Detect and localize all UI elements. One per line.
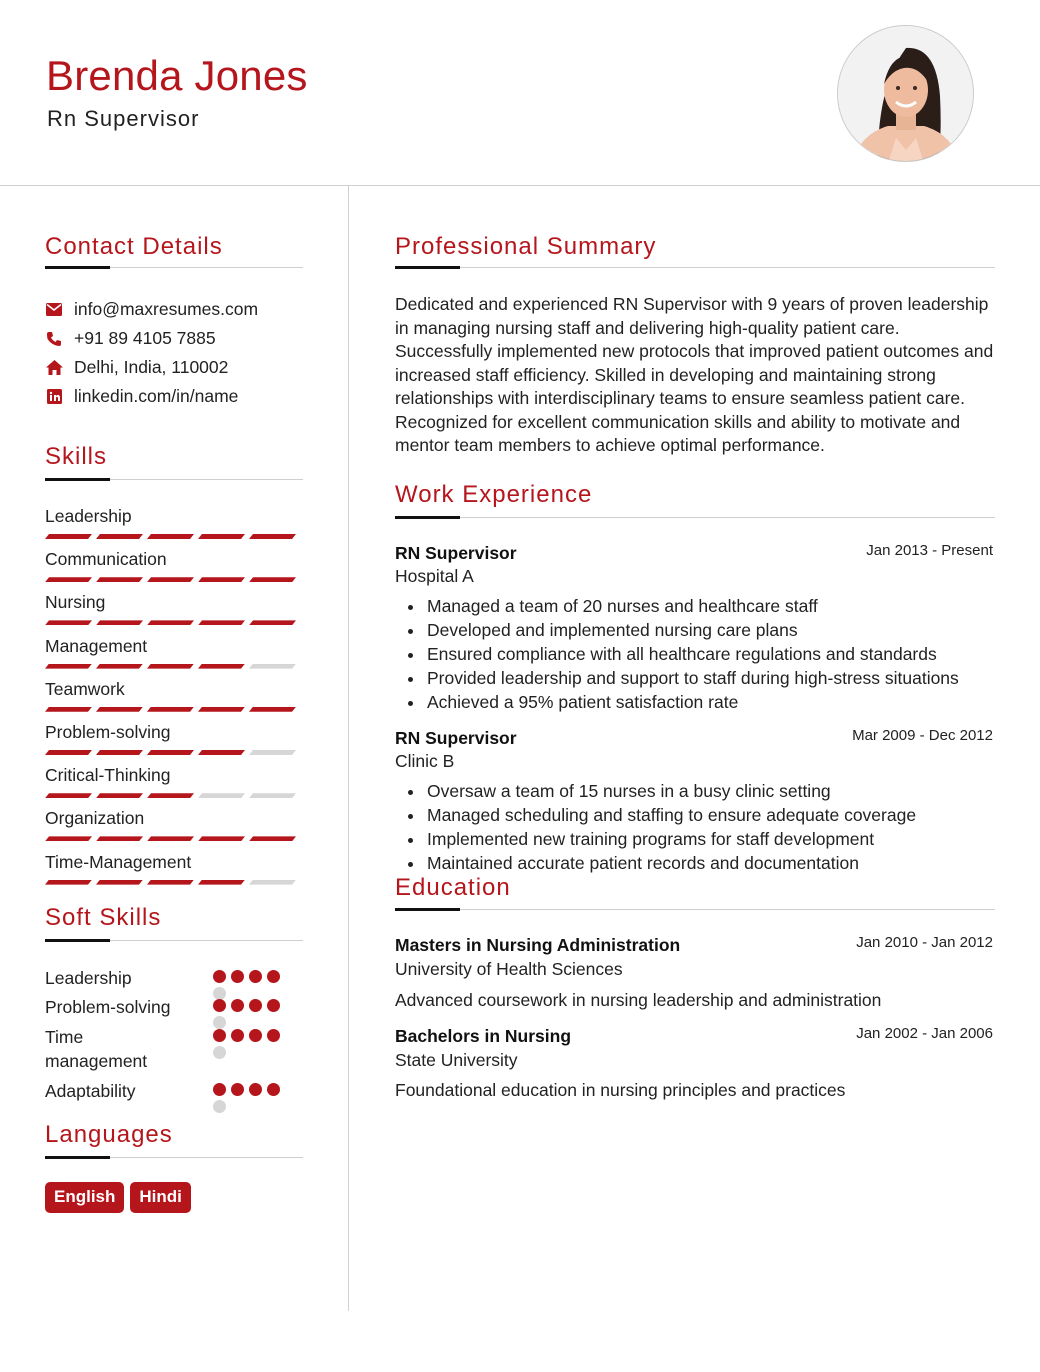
envelope-icon	[45, 301, 63, 319]
rating-dot	[249, 999, 262, 1012]
job-bullets	[427, 780, 997, 876]
skill-level-segment	[198, 707, 245, 712]
contact-section-rule	[45, 267, 303, 268]
rating-dot	[213, 1046, 226, 1059]
contact-linkedin-text: linkedin.com/in/name	[74, 386, 239, 406]
skill-level-segment	[147, 750, 194, 755]
skill-level-segment	[45, 750, 92, 755]
rating-dot	[267, 1083, 280, 1096]
job-org: Hospital A	[395, 566, 474, 586]
skill-level-segment	[249, 793, 296, 798]
skill-level-segment	[198, 534, 245, 539]
skill-level-segment	[147, 664, 194, 669]
experience-section-title: Work Experience	[395, 481, 593, 508]
rating-dot	[213, 1100, 226, 1113]
skill-level-segment	[96, 664, 143, 669]
skill-label: Nursing	[45, 592, 106, 613]
job-title: RN Supervisor	[395, 543, 517, 563]
skill-label: Organization	[45, 808, 145, 829]
soft-skill-label: Problem-solving	[45, 997, 171, 1017]
skill-label: Problem-solving	[45, 722, 171, 742]
soft-skill-rating	[213, 1083, 293, 1113]
skill-level-segment	[198, 664, 245, 669]
skill-label: Teamwork	[45, 678, 125, 699]
languages-section-title: Languages	[45, 1121, 173, 1148]
job-bullet: Developed and implemented nursing care plans	[427, 619, 997, 643]
skill-level-segment	[45, 707, 92, 712]
skill-level-segment	[147, 577, 194, 582]
rating-dot	[213, 970, 226, 983]
skill-level-bar	[45, 620, 296, 625]
rating-dot	[231, 999, 244, 1012]
summary-section-title: Professional Summary	[395, 233, 657, 260]
home-icon	[45, 359, 63, 377]
skill-level-segment	[249, 707, 296, 712]
skill-level-segment	[45, 577, 92, 582]
rating-dot	[213, 1083, 226, 1096]
skill-label: Critical-Thinking	[45, 765, 171, 786]
skill-level-segment	[198, 577, 245, 582]
skill-level-segment	[96, 534, 143, 539]
contact-address	[45, 357, 228, 378]
contact-address-text: Delhi, India, 110002	[74, 357, 229, 377]
soft-skill-rating	[213, 999, 293, 1029]
skill-level-segment	[147, 793, 194, 798]
soft-skills-section-rule	[45, 940, 303, 941]
job-bullet: Ensured compliance with all healthcare regulations and standards	[427, 643, 997, 667]
skill-level-bar	[45, 577, 296, 582]
job-bullets	[427, 595, 997, 715]
skill-level-segment	[249, 750, 296, 755]
education-date: Jan 2002 - Jan 2006	[856, 1025, 993, 1042]
skill-level-segment	[96, 707, 143, 712]
soft-skill-label: Adaptability	[45, 1081, 136, 1101]
job-bullet: Achieved a 95% patient satisfaction rate	[427, 691, 997, 715]
job-title: RN Supervisor	[395, 728, 517, 748]
experience-section-rule	[395, 517, 995, 518]
avatar	[837, 25, 974, 162]
education-degree: Bachelors in Nursing	[395, 1026, 572, 1046]
skill-label: Communication	[45, 549, 167, 570]
education-school: University of Health Sciences	[395, 959, 623, 979]
soft-skill-rating	[213, 1029, 293, 1059]
skill-level-segment	[147, 836, 194, 841]
rating-dot	[213, 999, 226, 1012]
contact-email[interactable]	[45, 299, 258, 320]
contact-linkedin[interactable]	[45, 386, 238, 407]
language-badge: Hindi	[130, 1182, 191, 1213]
skill-level-segment	[45, 534, 92, 539]
languages-section-rule	[45, 1157, 303, 1158]
skill-level-segment	[249, 534, 296, 539]
rating-dot	[213, 1029, 226, 1042]
skill-level-bar	[45, 707, 296, 712]
skill-level-segment	[147, 880, 194, 885]
skill-level-segment	[249, 880, 296, 885]
education-degree: Masters in Nursing Administration	[395, 935, 681, 955]
soft-skill-label: Time management	[45, 1027, 148, 1071]
education-school: State University	[395, 1050, 518, 1070]
contact-email-text: info@maxresumes.com	[74, 299, 259, 319]
job-bullet: Oversaw a team of 15 nurses in a busy clinic setting	[427, 780, 997, 804]
languages-list	[45, 1182, 191, 1213]
rating-dot	[267, 1029, 280, 1042]
skill-level-segment	[147, 534, 194, 539]
education-section-rule	[395, 909, 995, 910]
skill-level-segment	[249, 664, 296, 669]
job-bullet: Managed scheduling and staffing to ensure adequate coverage	[427, 804, 997, 828]
skill-level-segment	[249, 577, 296, 582]
skills-section-title: Skills	[45, 443, 108, 470]
rating-dot	[231, 970, 244, 983]
skill-level-segment	[198, 750, 245, 755]
linkedin-icon	[45, 388, 63, 406]
contact-phone-text: +91 89 4105 7885	[74, 328, 216, 348]
skill-level-bar	[45, 664, 296, 669]
skill-level-segment	[198, 880, 245, 885]
rating-dot	[249, 1029, 262, 1042]
education-desc: Foundational education in nursing principles and practices	[395, 1080, 846, 1100]
skill-level-segment	[96, 880, 143, 885]
job-date: Jan 2013 - Present	[866, 542, 993, 559]
skill-level-segment	[96, 750, 143, 755]
skill-level-segment	[147, 707, 194, 712]
job-bullet: Managed a team of 20 nurses and healthcare staff	[427, 595, 997, 619]
job-org: Clinic B	[395, 751, 455, 771]
skill-label: Leadership	[45, 506, 132, 526]
skill-level-segment	[198, 836, 245, 841]
skill-level-bar	[45, 836, 296, 841]
skill-level-segment	[45, 880, 92, 885]
rating-dot	[267, 999, 280, 1012]
skill-level-bar	[45, 750, 296, 755]
candidate-title: Rn Supervisor	[47, 106, 200, 131]
job-bullet: Provided leadership and support to staff during high-stress situations	[427, 667, 997, 691]
education-desc: Advanced coursework in nursing leadership and administration	[395, 990, 882, 1010]
resume-header	[0, 0, 1040, 186]
skill-level-segment	[198, 793, 245, 798]
rating-dot	[267, 970, 280, 983]
skill-label: Time-Management	[45, 851, 192, 872]
rating-dot	[249, 970, 262, 983]
skill-level-segment	[45, 664, 92, 669]
skills-section-rule	[45, 479, 303, 480]
skill-level-segment	[45, 620, 92, 625]
contact-section-title: Contact Details	[45, 233, 223, 260]
skill-level-bar	[45, 880, 296, 885]
skill-level-bar	[45, 534, 296, 539]
skill-level-segment	[96, 793, 143, 798]
job-bullet: Maintained accurate patient records and documentation	[427, 852, 997, 876]
skill-level-segment	[249, 836, 296, 841]
summary-text: Dedicated and experienced RN Supervisor with 9 years of proven leadership in managing nursing staff and delivering high-quality patient care. Successfully implemented new protocols that improved patient outcomes and increased staff efficiency. Skilled in developing and maintaining strong relationships with interdisciplinary teams to ensure seamless patient care. Recognized for excellent communication skills and ability to motivate and mentor team members to achieve optimal performance.	[395, 294, 994, 455]
skill-level-segment	[96, 577, 143, 582]
skill-level-segment	[147, 620, 194, 625]
soft-skill-label: Leadership	[45, 968, 132, 988]
job-date: Mar 2009 - Dec 2012	[852, 727, 993, 744]
education-section-title: Education	[395, 874, 511, 901]
skill-level-bar	[45, 793, 296, 798]
language-badge: English	[45, 1182, 124, 1213]
skill-level-segment	[249, 620, 296, 625]
skill-level-segment	[198, 620, 245, 625]
phone-icon	[45, 330, 63, 348]
skill-level-segment	[96, 620, 143, 625]
skill-level-segment	[45, 793, 92, 798]
candidate-name: Brenda Jones	[46, 52, 308, 99]
summary-section-rule	[395, 267, 995, 268]
skill-level-segment	[45, 836, 92, 841]
education-date: Jan 2010 - Jan 2012	[856, 934, 993, 951]
column-divider	[348, 186, 349, 1311]
avatar-photo	[838, 26, 974, 162]
rating-dot	[213, 1016, 226, 1029]
skill-label: Management	[45, 635, 148, 656]
skill-level-segment	[96, 836, 143, 841]
contact-phone[interactable]	[45, 328, 216, 349]
job-bullet: Implemented new training programs for staff development	[427, 828, 997, 852]
rating-dot	[249, 1083, 262, 1096]
rating-dot	[231, 1029, 244, 1042]
soft-skill-rating	[213, 970, 293, 1000]
soft-skills-section-title: Soft Skills	[45, 904, 162, 931]
rating-dot	[231, 1083, 244, 1096]
